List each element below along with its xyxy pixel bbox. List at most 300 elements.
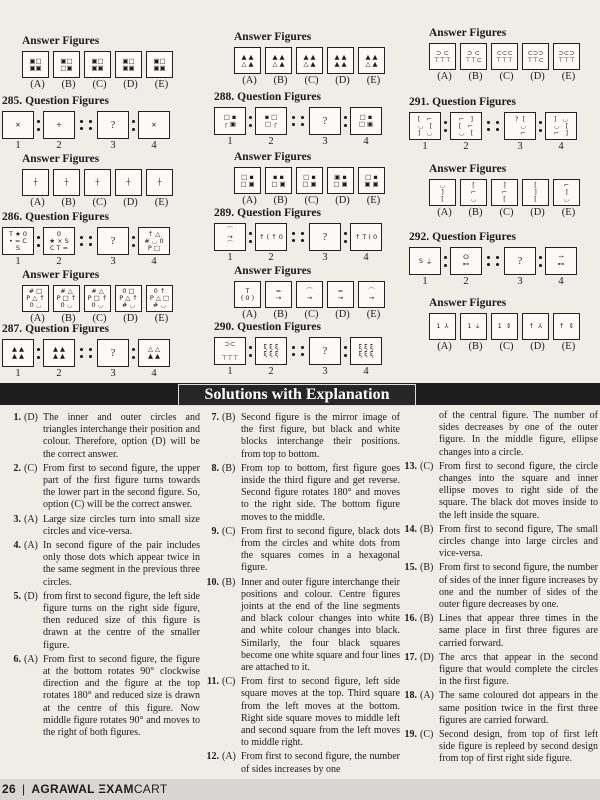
proportion-separator (482, 256, 504, 266)
figure-label: 3 (110, 368, 116, 379)
figure-box: ⵔ ⊷ (450, 247, 482, 275)
figure-box: # △ P □ ↑ 0 ◡ (84, 285, 111, 312)
solution-number: 15. (404, 562, 417, 574)
solution-text: Second design, from top of first left side figure is repleed by second design from top of first right side figure. (439, 729, 598, 765)
figure-box: ▲ ▲ ▲ ▲ (43, 339, 75, 367)
ratio-separator (129, 120, 138, 131)
solution-text: Lines that appear three times in the same place in first three figures are carried forward. (439, 613, 598, 649)
dot (249, 232, 252, 235)
figure-box: ▲ ▲ △ ▲ (296, 47, 323, 74)
figure-box: [ ⌐ ◡ [ ] ◡ (409, 112, 441, 140)
heading-text: Answer Figures (234, 31, 312, 43)
ratio-separator (441, 256, 450, 267)
figure-label: (D) (335, 195, 350, 206)
figure-label: (D) (530, 341, 545, 352)
figure-label: 2 (268, 366, 274, 377)
dot (301, 116, 304, 119)
heading-text: Question Figures (25, 323, 109, 335)
question-number: 286. (2, 211, 23, 223)
figure-label: (C) (92, 197, 107, 208)
solution-item (206, 676, 400, 749)
dot (301, 232, 304, 235)
heading-text: Answer Figures (22, 35, 100, 47)
heading-text: Answer Figures (429, 297, 507, 309)
figure-label: (B) (61, 197, 76, 208)
answer-heading (22, 152, 177, 166)
figure-label: 4 (363, 366, 369, 377)
missing-figure-box: ? (504, 247, 536, 275)
figure-label: (E) (154, 313, 169, 324)
figure-label: 2 (56, 368, 62, 379)
figure-box: 1 ⫝ (460, 313, 487, 340)
caption-spacer (246, 252, 255, 263)
figure-label: 1 (15, 368, 21, 379)
figure-box: [ ] [ (522, 179, 549, 206)
heading-text: Question Figures (237, 207, 321, 219)
solution-answer: (B) (420, 562, 434, 574)
figure-box: [ ⌐ ◡ (460, 179, 487, 206)
answer-figures-block (22, 152, 177, 208)
figure-box: ↑ ⇕ (553, 313, 580, 340)
dot (80, 127, 83, 130)
dot (80, 243, 83, 246)
dot (487, 121, 490, 124)
dot (37, 236, 40, 239)
question-heading (2, 94, 170, 108)
figure-row (409, 112, 577, 140)
figure-label: (C) (499, 207, 514, 218)
figure-label: (C) (92, 79, 107, 90)
figure-label: (B) (468, 71, 483, 82)
figure-captions (214, 252, 382, 263)
dot (496, 263, 499, 266)
figure-box: 1 ⅄ (429, 313, 456, 340)
ratio-separator (34, 236, 43, 247)
solution-text: The inner and outer circles and triangles interchange their position and colour. Therefore, option (D) will be the correct answer. (43, 412, 200, 460)
solution-item (8, 654, 200, 739)
figure-label: 1 (15, 140, 21, 151)
figure-box: ✕ (138, 111, 170, 139)
figure-label: 1 (422, 141, 428, 152)
figure-captions (429, 341, 584, 352)
missing-figure-box: ? (309, 337, 341, 365)
caption-spacer (341, 136, 350, 147)
figure-box: ⊃ ⊂ ⊤⊤⊤ (429, 43, 456, 70)
figure-label: (E) (366, 75, 381, 86)
dot (132, 120, 135, 123)
figure-box: ◡ ] [ (429, 179, 456, 206)
question-heading (214, 206, 382, 220)
figure-box: ⇀ ⊷ (545, 247, 577, 275)
dot (487, 128, 490, 131)
dot (487, 263, 490, 266)
dot (344, 124, 347, 127)
figure-box: = → (265, 281, 292, 308)
solution-number: 14. (404, 523, 417, 535)
proportion-separator (75, 348, 97, 358)
figure-box: ⊃ ⊂ ⊤⊤⊂ (460, 43, 487, 70)
solution-answer: (A) (222, 751, 236, 763)
solutions-column (8, 412, 200, 741)
solution-item (206, 577, 400, 675)
figure-label: (D) (123, 197, 138, 208)
solution-number: 5. (13, 590, 21, 602)
caption-spacer (536, 276, 545, 287)
figure-captions (234, 195, 389, 206)
figure-box: ? [ ◡ ⌐ (504, 112, 536, 140)
solution-text: From first to second figure, the upper part of the first figure turns towards the lower part in the second figure. So, option (C) will be the correct answer. (43, 462, 200, 511)
figure-label: (B) (273, 75, 288, 86)
solution-answer: (B) (420, 613, 434, 625)
caption-spacer (341, 366, 350, 377)
dot (37, 356, 40, 359)
figure-label: (A) (30, 79, 45, 90)
figure-label: (C) (304, 195, 319, 206)
solution-answer: (A) (420, 690, 434, 702)
dot (301, 123, 304, 126)
figure-label: 3 (322, 366, 328, 377)
figure-label: (D) (335, 75, 350, 86)
answer-figures-block (429, 296, 584, 352)
figure-label: (C) (304, 309, 319, 320)
figure-label: 4 (151, 368, 157, 379)
figure-box: ┼ (84, 169, 111, 196)
ratio-separator (246, 116, 255, 127)
figure-label: 2 (463, 276, 469, 287)
dot (539, 256, 542, 259)
answer-heading (429, 26, 584, 40)
heading-text: Question Figures (432, 231, 516, 243)
figure-row (214, 223, 382, 251)
solution-text: From first to second figure, left side square moves at the top. Third square from the left moves at the bottom. Right side square moves to middle left and second square from the left moves to middle right. (241, 676, 400, 749)
dot (132, 356, 135, 359)
question-number: 287. (2, 323, 23, 335)
solution-continued-text: of the central figure. The number of sides decreases by one of the outer figure. In the middle figure, ellipse changes into a circle. (439, 410, 598, 458)
dot (444, 129, 447, 132)
page-number: 26 (2, 782, 16, 796)
figure-label: (B) (273, 309, 288, 320)
solution-text: From first to second figure, the number of sides of the inner figure increases by one and the number of sides of the outer figure decreases by one. (439, 562, 598, 611)
dot (344, 240, 347, 243)
caption-spacer (482, 141, 504, 152)
answer-heading (22, 34, 177, 48)
dot (444, 264, 447, 267)
figure-box: ⌒ → ⌒ (214, 223, 246, 251)
dot (292, 232, 295, 235)
figure-label: (B) (273, 195, 288, 206)
question-heading (214, 320, 382, 334)
figure-box: ↑ ( ↑ 0 (255, 223, 287, 251)
figure-label: 1 (227, 136, 233, 147)
figure-box: T ( 0 ) (234, 281, 261, 308)
question-number: 289. (214, 207, 235, 219)
ratio-separator (34, 348, 43, 359)
question-number: 288. (214, 91, 235, 103)
figure-label: 1 (15, 256, 21, 267)
figure-label: 2 (56, 140, 62, 151)
solution-answer: (A) (24, 513, 38, 525)
solution-item (404, 729, 598, 766)
solution-text: From first to second figure, The small circles change into large circles and vice-versa. (439, 523, 598, 560)
figure-box: ▣□ ▣▣ (84, 51, 111, 78)
dot (292, 123, 295, 126)
answer-figures-block (429, 26, 584, 82)
figure-box: ▣ ▪ □ ▣ (327, 167, 354, 194)
solution-number: 4. (13, 540, 21, 552)
caption-spacer (341, 252, 350, 263)
figure-label: (E) (366, 195, 381, 206)
answer-figures-block (429, 162, 584, 218)
figure-label: (A) (437, 341, 452, 352)
caption-spacer (482, 276, 504, 287)
figure-label: (A) (437, 71, 452, 82)
figure-box: ▪ ▪ □ ▣ (265, 167, 292, 194)
question-figures-block (214, 206, 382, 263)
heading-text: Question Figures (237, 91, 321, 103)
solution-text: From first to second figure, black dots from the circles and white dots from the squares comes in a hexagonal figure. (241, 525, 400, 574)
solution-item (206, 412, 400, 461)
dot (344, 232, 347, 235)
figure-label: 2 (268, 136, 274, 147)
figure-label: (B) (61, 313, 76, 324)
question-heading (409, 230, 577, 244)
solution-item (206, 751, 400, 775)
solution-number: 7. (211, 412, 219, 423)
figure-label: (A) (30, 313, 45, 324)
answer-figures-block (22, 268, 177, 324)
figure-box: ▲ ▲ △ ▲ (358, 47, 385, 74)
dot (344, 354, 347, 357)
figure-label: 4 (151, 140, 157, 151)
brand-logo-text: AGRAWAL ΞXAM (31, 782, 134, 796)
figure-box: ✛ (43, 111, 75, 139)
figure-row (429, 43, 584, 70)
heading-text: Question Figures (25, 95, 109, 107)
solution-answer: (D) (420, 651, 434, 663)
dot (132, 236, 135, 239)
dot (80, 236, 83, 239)
caption-spacer (129, 256, 138, 267)
figure-box: ┼ (115, 169, 142, 196)
figure-label: (D) (530, 71, 545, 82)
figure-box: 0 ↑ P △ □ # ◡ (146, 285, 173, 312)
dot (539, 121, 542, 124)
dot (37, 348, 40, 351)
brand-logo-text-2: CART (133, 782, 168, 796)
figure-captions (214, 136, 382, 147)
solution-text: From top to bottom, first figure goes inside the third figure and get reverse. Second figure rotates 180° and moves to the right side. The bottom figure moves to the middle. (241, 462, 400, 523)
caption-spacer (287, 136, 309, 147)
question-figures-block (2, 94, 170, 151)
dot (37, 120, 40, 123)
figure-label: (E) (561, 207, 576, 218)
figure-label: (A) (242, 75, 257, 86)
figure-row (234, 167, 389, 194)
solution-answer: (A) (24, 653, 38, 665)
solution-text: In second figure of the pair includes only those dots which appear twice in the same segment in the previous three circles. (43, 540, 200, 588)
caption-spacer (34, 368, 43, 379)
dot (89, 243, 92, 246)
proportion-separator (75, 120, 97, 130)
figure-box: ⊃⊂ ⊤⊤⊤ (214, 337, 246, 365)
question-heading (214, 90, 382, 104)
caption-spacer (34, 140, 43, 151)
dot (539, 129, 542, 132)
solution-number: 9. (211, 525, 219, 537)
figure-box: 0 ★ × S C T = (43, 227, 75, 255)
ratio-separator (441, 121, 450, 132)
dot (292, 239, 295, 242)
figure-row (214, 337, 382, 365)
caption-spacer (536, 141, 545, 152)
figure-box: ⌒ → (358, 281, 385, 308)
footer (2, 782, 167, 796)
solution-item (8, 463, 200, 512)
solution-number: 16. (404, 613, 417, 625)
figure-label: 4 (558, 141, 564, 152)
ratio-separator (129, 236, 138, 247)
solution-text: From first to second figure, the circle changes into the square and inner ellipse moves to right side of the square. The black dot moves inside to the left inside the square. (439, 460, 598, 521)
ratio-separator (341, 116, 350, 127)
solution-item (8, 514, 200, 538)
figure-box: ⌐ ] ◡ (553, 179, 580, 206)
figure-label: 4 (151, 256, 157, 267)
figure-captions (429, 207, 584, 218)
figure-row (214, 107, 382, 135)
figure-box: ⌒ → (296, 281, 323, 308)
dot (444, 256, 447, 259)
dot (132, 244, 135, 247)
figure-label: (E) (154, 197, 169, 208)
solution-item (404, 461, 598, 522)
figure-label: (E) (366, 309, 381, 320)
dot (344, 116, 347, 119)
figure-box: T ★ 0 • = C S (2, 227, 34, 255)
answer-figures-block (234, 264, 389, 320)
figure-captions (429, 71, 584, 82)
solution-item (404, 652, 598, 689)
footer-divider: | (21, 782, 26, 796)
solution-text: From first to second figure, the figure at the bottom rotates 90° clockwise direction and the figure at the top rotates 180° and reduced size is drawn at the centre of this figure. Now middle figure rotates 90° and moves to the right of both figures. (43, 653, 200, 739)
figure-box: □ ▪ ▣ ▣ (358, 167, 385, 194)
figure-label: (A) (242, 309, 257, 320)
figure-row (22, 51, 177, 78)
question-figures-block (409, 95, 577, 152)
figure-box: ▣□ □▣ (53, 51, 80, 78)
figure-label: (C) (92, 313, 107, 324)
figure-captions (22, 197, 177, 208)
figure-box: S ⍊ (409, 247, 441, 275)
solution-number: 18. (404, 690, 417, 702)
figure-box: ↑ △ # ◡ 0 P □ (138, 227, 170, 255)
caption-spacer (75, 368, 97, 379)
heading-text: Question Figures (25, 211, 109, 223)
figure-label: 1 (422, 276, 428, 287)
solution-number: 2. (13, 462, 21, 474)
figure-captions (2, 368, 170, 379)
question-figures-block (214, 320, 382, 377)
proportion-separator (75, 236, 97, 246)
caption-spacer (129, 368, 138, 379)
figure-label: (E) (154, 79, 169, 90)
figure-box: ] ◡ ◡ [ ⌐ ] (545, 112, 577, 140)
figure-label: 2 (268, 252, 274, 263)
solution-answer: (D) (24, 590, 38, 602)
answer-heading (429, 162, 584, 176)
solution-number: 17. (404, 651, 417, 663)
figure-row (429, 313, 584, 340)
caption-spacer (287, 366, 309, 377)
figure-label: 3 (110, 140, 116, 151)
solution-text: from first to second figure, the left side figure turns on the right side figure, then reduced size of this figure is drawn at the centre of the smaller figure. (43, 590, 200, 651)
answer-heading (22, 268, 177, 282)
solution-answer: (B) (222, 462, 236, 474)
question-number: 285. (2, 95, 23, 107)
heading-text: Answer Figures (429, 27, 507, 39)
figure-box: ⊂⊂⊂ ⊤⊤⊤ (491, 43, 518, 70)
solution-text: Inner and outer figure interchange their positions and colour. Centre figures joints at the end of the line segments and black colour changes into white and white colour changes into black. Similarly, the four black squares become one white square and four lines are attached to it. (241, 576, 400, 674)
heading-text: Answer Figures (22, 269, 100, 281)
answer-heading (234, 264, 389, 278)
question-figures-block (214, 90, 382, 147)
figure-captions (214, 366, 382, 377)
figure-box: 1 ⇕ (491, 313, 518, 340)
solutions-column (404, 410, 598, 768)
solution-item (8, 412, 200, 461)
solution-item (404, 562, 598, 611)
figure-label: 4 (363, 252, 369, 263)
figure-label: (D) (335, 309, 350, 320)
figure-label: (B) (468, 207, 483, 218)
answer-figures-block (234, 30, 389, 86)
dot (37, 128, 40, 131)
figure-box: ┼ (22, 169, 49, 196)
dot (496, 121, 499, 124)
figure-box: ξ ξ ξ ξ ξ ξ (350, 337, 382, 365)
figure-box: △ △ ▲ ▲ (138, 339, 170, 367)
figure-label: 3 (322, 136, 328, 147)
solution-item (8, 591, 200, 652)
dot (444, 121, 447, 124)
figure-box: ↑ T ( 0 (350, 223, 382, 251)
dot (80, 348, 83, 351)
heading-text: Answer Figures (234, 265, 312, 277)
figure-label: 3 (322, 252, 328, 263)
dot (496, 128, 499, 131)
ratio-separator (536, 121, 545, 132)
solution-number: 1. (13, 412, 21, 423)
solution-answer: (C) (222, 525, 236, 537)
figure-label: 3 (110, 256, 116, 267)
question-heading (409, 95, 577, 109)
figure-label: (C) (499, 71, 514, 82)
proportion-separator (287, 232, 309, 242)
solution-answer: (B) (222, 412, 236, 423)
figure-label: (B) (468, 341, 483, 352)
figure-box: ▣□ ▣▣ (22, 51, 49, 78)
dot (132, 128, 135, 131)
ratio-separator (129, 348, 138, 359)
ratio-separator (536, 256, 545, 267)
dot (249, 240, 252, 243)
question-figures-block (2, 210, 170, 267)
ratio-separator (34, 120, 43, 131)
figure-row (2, 111, 170, 139)
figure-box: ▣□ ▣▣ (115, 51, 142, 78)
missing-figure-box: ? (97, 339, 129, 367)
caption-spacer (129, 140, 138, 151)
solution-item (206, 463, 400, 524)
